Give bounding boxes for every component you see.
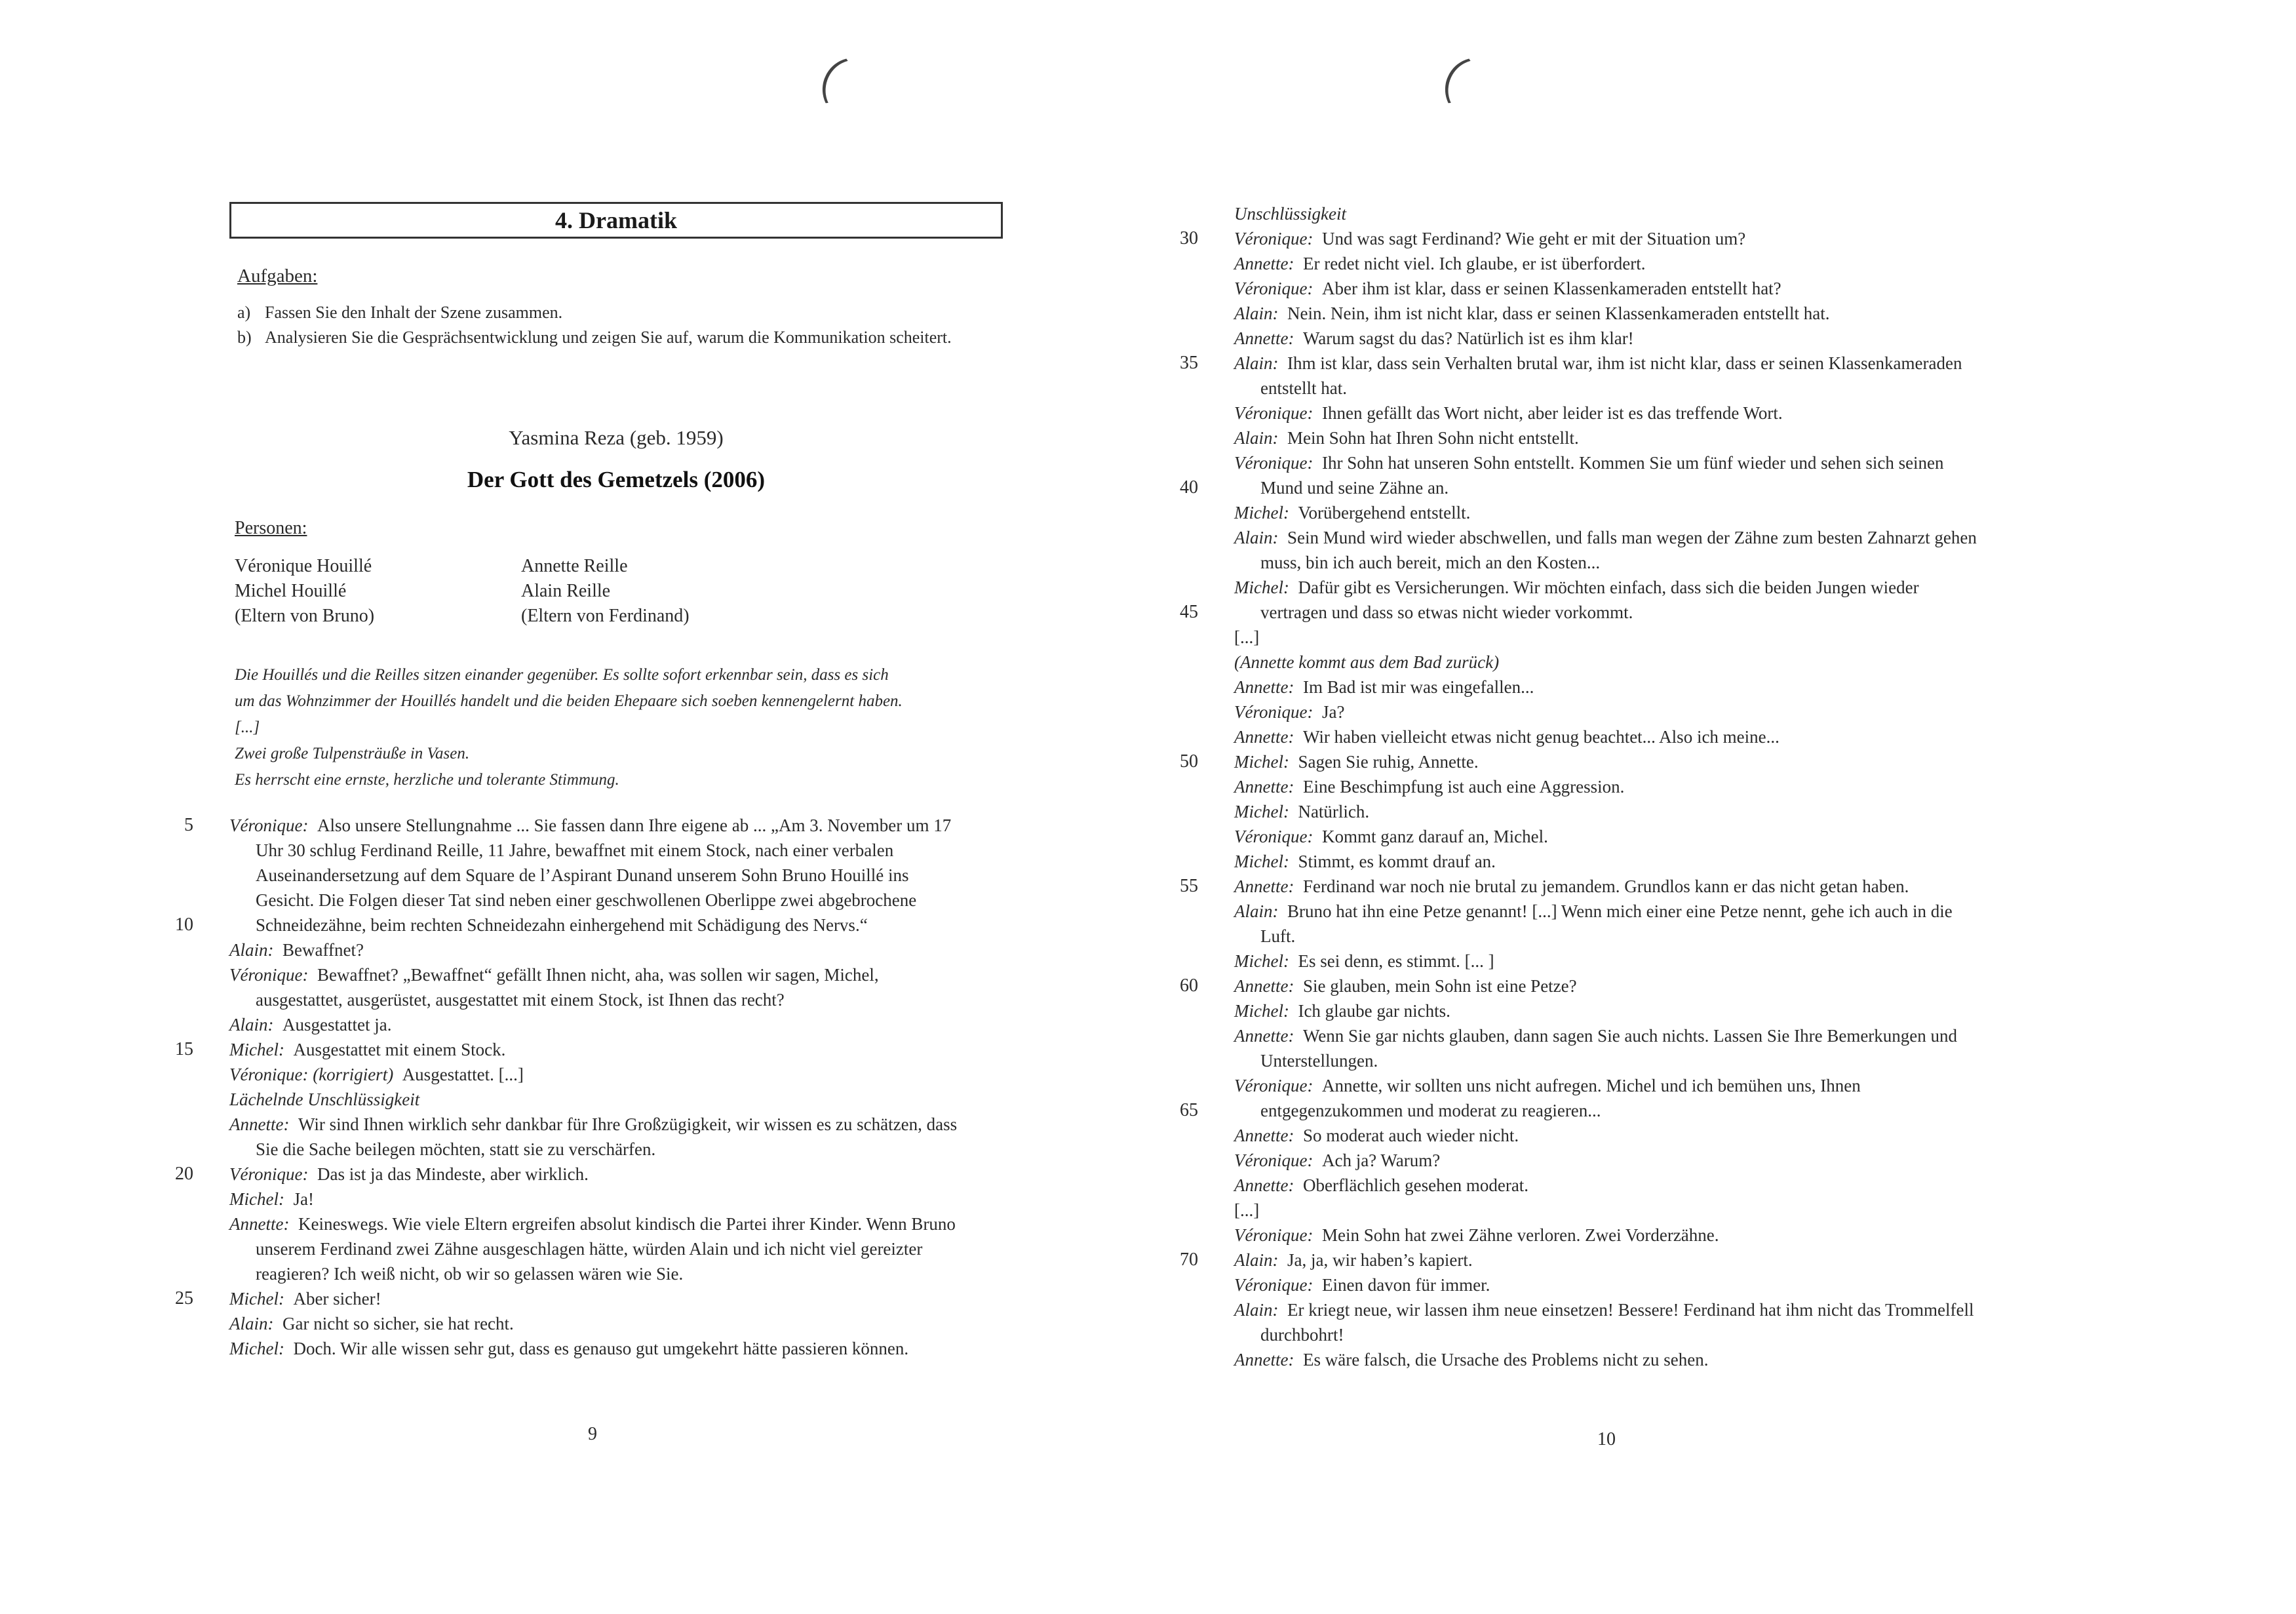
speaker-name: Michel: (1234, 852, 1289, 871)
speaker-name: Michel: (1234, 503, 1289, 522)
speaker-name: Véronique: (1234, 279, 1313, 298)
speech-text: Ferdinand war noch nie brutal zu jemandem. Grundlos kann er das nicht getan haben. (1302, 876, 1909, 896)
dialogue-line (1180, 351, 1983, 401)
person-entry: Alain Reille (521, 581, 611, 601)
speaker-name: Véronique: (1234, 1076, 1313, 1095)
speech-text: Annette, wir sollten uns nicht aufregen. Michel und ich bemühen uns, Ihnen entgegenzukommen und moderat zu reagieren... (1260, 1076, 1861, 1120)
line-number: 10 (175, 915, 193, 935)
speech-text: Oberflächlich gesehen moderat. (1302, 1175, 1529, 1195)
speech-text: Es sei denn, es stimmt. [... ] (1298, 951, 1494, 971)
persons-column-houille (235, 554, 374, 629)
dialogue-line (1234, 1297, 1983, 1347)
stage-directions (235, 662, 988, 793)
speaker-name: Véronique: (229, 1164, 309, 1184)
speech-text: Aber ihm ist klar, dass er seinen Klassenkameraden entstellt hat? (1321, 279, 1781, 298)
speaker-name: Véronique: (1234, 1275, 1313, 1295)
dialogue-line (229, 962, 970, 1012)
speech-text: [...] (1234, 1200, 1260, 1220)
dialogue-line (229, 1062, 970, 1087)
speaker-name: Annette: (1234, 1350, 1294, 1369)
speech-text: Wir haben vielleicht etwas nicht genug beachtet... Also ich meine... (1302, 727, 1780, 747)
speech-text: Stimmt, es kommt drauf an. (1298, 852, 1496, 871)
speaker-name: Véronique: (1234, 1225, 1313, 1245)
left-page (0, 0, 1114, 1614)
speech-text: Keineswegs. Wie viele Eltern ergreifen absolut kindisch die Partei ihrer Kinder. Wenn Bruno unserem Ferdinand zwei Zähne ausgeschlagen hätte, würden Alain und ich nicht viel gereizter reagieren? Ich weiß nicht, ob wir so gelassen wären wie Sie. (256, 1214, 956, 1284)
dialogue-line (1234, 276, 1983, 301)
person-entry: (Eltern von Ferdinand) (521, 606, 690, 626)
speech-text: Nein. Nein, ihm ist nicht klar, dass er seinen Klassenkameraden entstellt hat. (1287, 304, 1830, 323)
speech-text: Ja! (293, 1189, 314, 1209)
speech-text: Ausgestattet mit einem Stock. (293, 1040, 506, 1059)
dialogue-line (1234, 1347, 1983, 1372)
speaker-name: Alain: (229, 1314, 274, 1333)
dialogue-line (229, 1012, 970, 1037)
dialogue-line (1234, 1272, 1983, 1297)
page-number: 10 (1597, 1429, 1616, 1449)
person-entry: Véronique Houillé (235, 556, 372, 576)
dialogue-line (229, 1087, 970, 1112)
dialogue-line (1234, 650, 1983, 675)
speech-text: Bewaffnet? (282, 940, 364, 960)
dialogue-line (1234, 1073, 1983, 1123)
speaker-name: Annette: (1234, 876, 1294, 896)
speech-text: Kommt ganz darauf an, Michel. (1321, 827, 1548, 846)
dialogue-line (1234, 525, 1983, 575)
speech-text: Warum sagst du das? Natürlich ist es ihm klar! (1302, 328, 1634, 348)
speaker-name: Michel: (1234, 802, 1289, 821)
speaker-name: Annette: (1234, 677, 1294, 697)
dialogue-line (1234, 849, 1983, 874)
stage-line: Die Houillés und die Reilles sitzen einander gegenüber. Es sollte sofort erkennbar sein, dass es sich (235, 666, 889, 684)
dialogue-line (1234, 1123, 1983, 1148)
dialogue-line (1234, 1173, 1983, 1198)
dialogue-line (1180, 974, 1983, 998)
speaker-name: Michel: (229, 1040, 284, 1059)
speech-text: Sein Mund wird wieder abschwellen, und falls man wegen der Zähne zum besten Zahnarzt gehen muss, bin ich auch bereit, mich an den Kosten... (1260, 528, 1977, 572)
dialogue-line (229, 1311, 970, 1336)
speech-text: Ihnen gefällt das Wort nicht, aber leider ist es das treffende Wort. (1321, 403, 1783, 423)
speaker-name: Michel: (1234, 752, 1289, 772)
speaker-name: Véronique: (229, 816, 309, 835)
speech-text: Es wäre falsch, die Ursache des Problems nicht zu sehen. (1302, 1350, 1709, 1369)
speaker-name: Alain: (229, 940, 274, 960)
speaker-name: Annette: (1234, 328, 1294, 348)
dialogue-line (229, 1211, 970, 1286)
task-letter: a) (237, 303, 251, 322)
dialogue-left (175, 813, 970, 1361)
dialogue-line (1234, 575, 1983, 625)
speech-text: Wir sind Ihnen wirklich sehr dankbar für Ihre Großzügigkeit, wir wissen es zu schätzen, dass Sie die Sache beilegen möchten, statt sie zu verschärfen. (256, 1114, 958, 1159)
speech-text: Bruno hat ihn eine Petze genannt! [...] Wenn mich einer eine Petze nennt, gehe ich auch in die Luft. (1260, 901, 1953, 946)
dialogue-line (1234, 824, 1983, 849)
line-number: 30 (1180, 228, 1198, 248)
line-number: 55 (1180, 876, 1198, 896)
dialogue-line (1234, 450, 1983, 500)
dialogue-line (1234, 251, 1983, 276)
line-number: 5 (184, 815, 193, 835)
dialogue-line (1234, 301, 1983, 326)
dialogue-line (175, 1286, 970, 1311)
author-line: Yasmina Reza (geb. 1959) (509, 426, 724, 449)
line-number: 65 (1180, 1100, 1198, 1120)
play-title: Der Gott des Gemetzels (2006) (467, 467, 766, 492)
task-text: Fassen Sie den Inhalt der Szene zusammen. (265, 303, 563, 322)
speaker-name: Annette: (1234, 1175, 1294, 1195)
person-entry: Michel Houillé (235, 581, 347, 601)
stage-line: um das Wohnzimmer der Houillés handelt und die beiden Ehepaare sich soeben kennengelernt haben. (235, 692, 903, 710)
person-entry: (Eltern von Bruno) (235, 606, 375, 626)
speech-text: Gar nicht so sicher, sie hat recht. (282, 1314, 514, 1333)
tasks-label: Aufgaben: (237, 266, 318, 286)
dialogue-line (1234, 425, 1983, 450)
page-number: 9 (588, 1424, 597, 1444)
speaker-name: Véronique: (1234, 403, 1313, 423)
speaker-name: Alain: (1234, 428, 1279, 448)
speech-text: Ja? (1321, 702, 1345, 722)
line-number: 25 (175, 1288, 193, 1309)
speech-text: Vorübergehend entstellt. (1298, 503, 1471, 522)
task-list (237, 300, 991, 350)
dialogue-line (1234, 724, 1983, 749)
speaker-name: Annette: (229, 1214, 290, 1234)
speaker-name: Alain: (1234, 1250, 1279, 1270)
speaker-name: Alain: (1234, 353, 1279, 373)
dialogue-line (1234, 675, 1983, 699)
dialogue-line (1234, 774, 1983, 799)
dialogue-line (1234, 998, 1983, 1023)
speech-text: Das ist ja das Mindeste, aber wirklich. (317, 1164, 589, 1184)
dialogue-line (1234, 1148, 1983, 1173)
speech-text: Aber sicher! (293, 1289, 381, 1309)
person-entry: Annette Reille (521, 556, 628, 576)
task-item (237, 300, 991, 325)
dialogue-line (229, 1112, 970, 1162)
persons-label: Personen: (235, 518, 307, 538)
dialogue-line (1180, 1248, 1983, 1272)
speech-text: Sie glauben, mein Sohn ist eine Petze? (1302, 976, 1577, 996)
task-text: Analysieren Sie die Gesprächsentwicklung und zeigen Sie auf, warum die Kommunikation scheitert. (265, 328, 952, 347)
dialogue-line (175, 1162, 970, 1187)
speaker-name: Annette: (1234, 254, 1294, 273)
line-number: 40 (1180, 477, 1198, 498)
dialogue-line (1180, 226, 1983, 251)
speaker-name: Michel: (229, 1189, 284, 1209)
speaker-name: Véronique: (1234, 702, 1313, 722)
speech-text: Unschlüssigkeit (1234, 204, 1346, 224)
speech-text: Natürlich. (1298, 802, 1370, 821)
speaker-name: Véronique: (229, 965, 309, 985)
dialogue-line (175, 1037, 970, 1062)
dialogue-line (1234, 201, 1983, 226)
speech-text: Wenn Sie gar nichts glauben, dann sagen Sie auch nichts. Lassen Sie Ihre Bemerkungen und Unterstellungen. (1260, 1026, 1958, 1071)
speech-text: Ihm ist klar, dass sein Verhalten brutal war, ihm ist nicht klar, dass er seinen Klassenkameraden entstellt hat. (1260, 353, 1962, 398)
line-number: 45 (1180, 602, 1198, 622)
speech-text: So moderat auch wieder nicht. (1302, 1126, 1519, 1145)
speaker-name: Véronique: (korrigiert) (229, 1065, 394, 1084)
speech-text: Ihr Sohn hat unseren Sohn entstellt. Kommen Sie um fünf wieder und sehen sich seinen Mund und seine Zähne an. (1260, 453, 1944, 498)
stage-line: [...] (235, 718, 260, 736)
speech-text: Ausgestattet. [...] (402, 1065, 524, 1084)
speech-text: Und was sagt Ferdinand? Wie geht er mit der Situation um? (1321, 229, 1746, 248)
speech-text: Er kriegt neue, wir lassen ihm neue einsetzen! Bessere! Ferdinand hat ihm nicht das Trommelfell durchbohrt! (1260, 1300, 1974, 1345)
speaker-name: Annette: (1234, 1126, 1294, 1145)
speech-text: Sagen Sie ruhig, Annette. (1298, 752, 1479, 772)
dialogue-line (1234, 500, 1983, 525)
speech-text: Ja, ja, wir haben’s kapiert. (1287, 1250, 1473, 1270)
task-item (237, 325, 991, 350)
dialogue-line (1234, 401, 1983, 425)
speaker-name: Alain: (1234, 901, 1279, 921)
speaker-name: Michel: (1234, 951, 1289, 971)
speaker-name: Véronique: (1234, 229, 1313, 248)
speaker-name: Alain: (1234, 304, 1279, 323)
task-letter: b) (237, 328, 252, 347)
speaker-name: Annette: (1234, 1026, 1294, 1046)
speaker-name: Annette: (1234, 777, 1294, 797)
speech-text: Lächelnde Unschlüssigkeit (229, 1090, 420, 1109)
speaker-name: Annette: (1234, 976, 1294, 996)
line-number: 50 (1180, 751, 1198, 772)
dialogue-line (1234, 1223, 1983, 1248)
dialogue-line (229, 1187, 970, 1211)
dialogue-line (1234, 625, 1983, 650)
dialogue-line (229, 937, 970, 962)
dialogue-line (1234, 799, 1983, 824)
speaker-name: Alain: (229, 1015, 274, 1034)
speech-text: Im Bad ist mir was eingefallen... (1302, 677, 1534, 697)
speech-text: Er redet nicht viel. Ich glaube, er ist überfordert. (1302, 254, 1646, 273)
dialogue-line (1234, 699, 1983, 724)
speech-text: Also unsere Stellungnahme ... Sie fassen dann Ihre eigene ab ... „Am 3. November um 17 Uhr 30 schlug Ferdinand Reille, 11 Jahre, bewaffnet mit einem Stock, nach einer verbalen Auseinandersetzung auf dem Square de l’Aspirant Dunand unserem Sohn Bruno Houillé ins Gesicht. Die Folgen dieser Tat sind neben einer geschwollenen Oberlippe zwei abgebrochene Schneidezähne, beim rechten Schneidezahn einhergehend mit Schädigung des Nervs.“ (256, 816, 952, 935)
speech-text: Doch. Wir alle wissen sehr gut, dass es genauso gut umgekehrt hätte passieren können. (293, 1339, 909, 1358)
speech-text: (Annette kommt aus dem Bad zurück) (1234, 652, 1500, 672)
dialogue-line (1234, 949, 1983, 974)
speaker-name: Michel: (1234, 578, 1289, 597)
dialogue-line (229, 1336, 970, 1361)
line-number: 60 (1180, 975, 1198, 996)
speech-text: Mein Sohn hat zwei Zähne verloren. Zwei Vorderzähne. (1321, 1225, 1719, 1245)
dialogue-line (1234, 899, 1983, 949)
speech-text: Eine Beschimpfung ist auch eine Aggression. (1302, 777, 1625, 797)
speaker-name: Annette: (1234, 727, 1294, 747)
dialogue-line (1234, 1198, 1983, 1223)
dialogue-line (1234, 326, 1983, 351)
line-number: 15 (175, 1039, 193, 1059)
speech-text: Mein Sohn hat Ihren Sohn nicht entstellt. (1287, 428, 1579, 448)
dialogue-right (1180, 201, 1983, 1372)
speech-text: Bewaffnet? „Bewaffnet“ gefällt Ihnen nicht, aha, was sollen wir sagen, Michel, ausgestattet, ausgerüstet, ausgestattet mit einem Stock, ist Ihnen das recht? (256, 965, 879, 1010)
dialogue-line (1180, 874, 1983, 899)
speaker-name: Alain: (1234, 1300, 1279, 1320)
speaker-name: Alain: (1234, 528, 1279, 547)
speech-text: [...] (1234, 627, 1260, 647)
speech-text: Ich glaube gar nichts. (1298, 1001, 1450, 1021)
line-number: 35 (1180, 353, 1198, 373)
persons-column-reille (521, 554, 690, 629)
speaker-name: Véronique: (1234, 827, 1313, 846)
dialogue-line (1234, 1023, 1983, 1073)
speech-text: Ach ja? Warum? (1321, 1151, 1441, 1170)
stage-line: Zwei große Tulpensträuße in Vasen. (235, 745, 470, 762)
speech-text: Einen davon für immer. (1321, 1275, 1490, 1295)
speaker-name: Véronique: (1234, 1151, 1313, 1170)
speaker-name: Michel: (1234, 1001, 1289, 1021)
speaker-name: Annette: (229, 1114, 290, 1134)
speech-text: Ausgestattet ja. (282, 1015, 392, 1034)
right-page (1114, 0, 2296, 1614)
line-number: 20 (175, 1164, 193, 1184)
dialogue-line (1180, 749, 1983, 774)
section-heading: 4. Dramatik (229, 202, 1003, 239)
speech-text: Dafür gibt es Versicherungen. Wir möchten einfach, dass sich die beiden Jungen wieder vertragen und dass so etwas nicht wieder vorkommt. (1260, 578, 1919, 622)
speaker-name: Véronique: (1234, 453, 1313, 473)
stage-line: Es herrscht eine ernste, herzliche und tolerante Stimmung. (235, 771, 619, 789)
speaker-name: Michel: (229, 1339, 284, 1358)
line-number: 70 (1180, 1250, 1198, 1270)
speaker-name: Michel: (229, 1289, 284, 1309)
